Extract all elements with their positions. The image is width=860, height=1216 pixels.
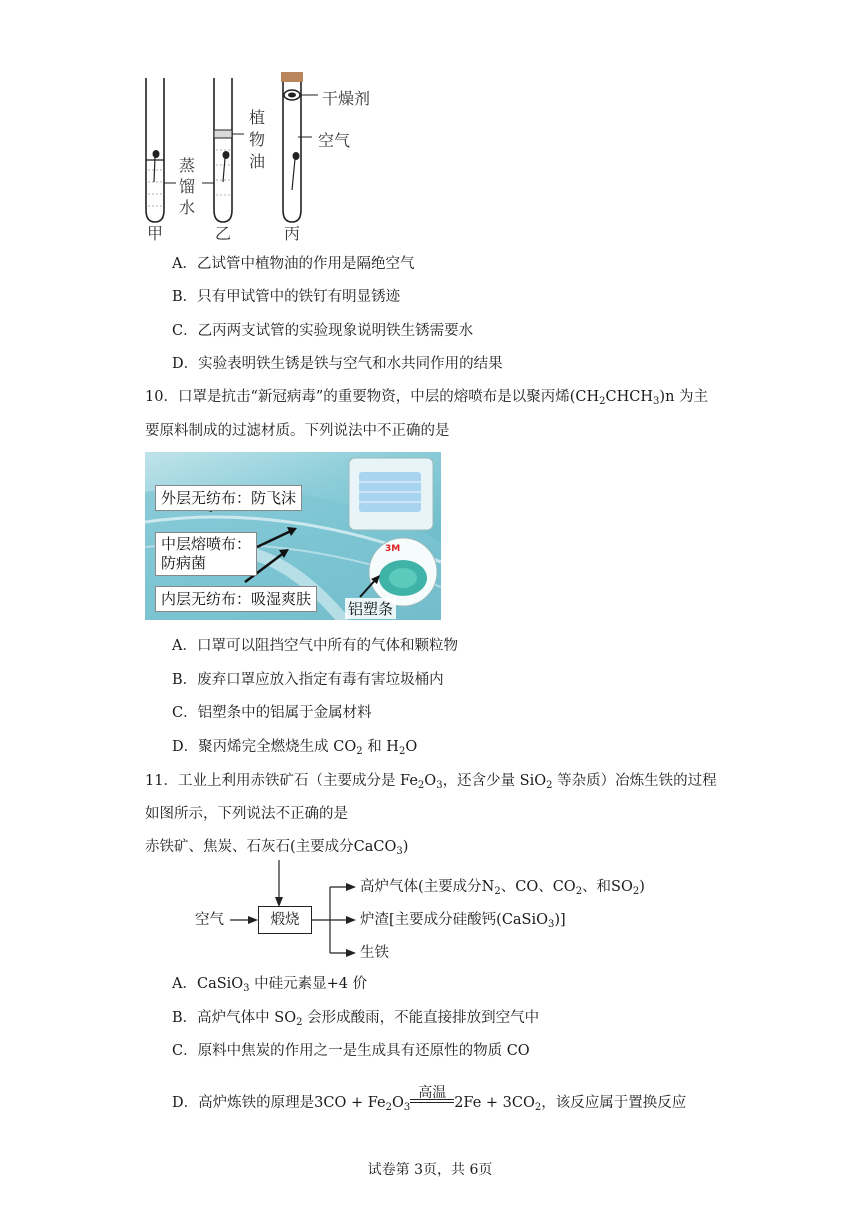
mask-brand-3m: 3M xyxy=(385,544,401,554)
q11-option-b: B．高炉气体中 $SO_2$ 会形成酸雨，不能直接排放到空气中 xyxy=(172,1010,540,1028)
label-distilled-water: 蒸馏水 xyxy=(178,156,195,217)
flow-output-slag: 炉渣[主要成分硅酸钙(CaSiO$_3$)] xyxy=(360,912,566,930)
q11-option-a: A．CaSiO$_3$ 中硅元素显+4 价 xyxy=(172,976,368,994)
flow-output-gas: 高炉气体(主要成分$N_2$、CO、$CO_2$、和$SO_2$) xyxy=(360,879,645,897)
q9-option-b: B．只有甲试管中的铁钉有明显锈迹 xyxy=(172,289,401,305)
q9-option-a: A．乙试管中植物油的作用是隔绝空气 xyxy=(172,256,415,272)
q10-stem-line2: 要原料制成的过滤材质。下列说法中不正确的是 xyxy=(145,423,450,439)
q10-option-c: C．铝塑条中的铝属于金属材料 xyxy=(172,705,372,721)
tube-yi xyxy=(202,78,244,222)
q11-option-d: D．高炉炼铁的原理是$3CO + Fe_2O_3$ 高温 $2Fe + 3CO_2$，该反应属于置换反应 xyxy=(172,1085,687,1113)
tube-label-yi: 乙 xyxy=(215,224,232,243)
page-footer: 试卷第 3页，共 6页 xyxy=(367,1162,493,1178)
mask-label-outer: 外层无纺布：防飞沫 xyxy=(155,485,302,511)
q10-option-d: D．聚丙烯完全燃烧生成 $CO_2$ 和 $H_2O$ xyxy=(172,739,418,757)
flow-air: 空气 xyxy=(195,912,224,928)
mask-label-middle: 中层熔喷布： 防病菌 xyxy=(155,532,257,576)
flow-calcination-box: 煅烧 xyxy=(258,906,312,934)
q11-stem-line2: 如图所示，下列说法不正确的是 xyxy=(145,806,348,822)
q10-stem-line1: 10．口罩是抗击“新冠病毒”的重要物资，中层的熔喷布是以聚丙烯$(CH_2CHCH_3)n$ 为主 xyxy=(145,389,709,407)
q10-option-a: A．口罩可以阻挡空气中所有的气体和颗粒物 xyxy=(172,638,458,654)
label-plant-oil: 植物油 xyxy=(248,108,265,171)
flow-raw-materials: 赤铁矿、焦炭、石灰石(主要成分CaCO$_3$) xyxy=(145,839,409,857)
tube-bing xyxy=(281,72,318,222)
mask-photo xyxy=(145,452,441,620)
q9-option-c: C．乙丙两支试管的实验现象说明铁生锈需要水 xyxy=(172,323,474,339)
q10-option-b: B．废弃口罩应放入指定有毒有害垃圾桶内 xyxy=(172,672,444,688)
tube-label-jia: 甲 xyxy=(147,224,164,243)
tube-jia xyxy=(146,78,176,222)
flow-output-pig-iron: 生铁 xyxy=(360,945,389,961)
mask-label-strip: 铝塑条 xyxy=(345,598,396,619)
label-desiccant: 干燥剂 xyxy=(322,89,371,108)
equation-arrow: 高温 xyxy=(410,1103,454,1107)
equation-left: $3CO + Fe_2O_3$ xyxy=(314,1095,411,1113)
q11-option-c: C．原料中焦炭的作用之一是生成具有还原性的物质 CO xyxy=(172,1043,530,1059)
q11-stem-line1: 11．工业上利用赤铁矿石（主要成分是 $Fe_2O_3$，还含少量 SiO$_2$ 等杂质）冶炼生铁的过程 xyxy=(145,773,717,791)
equation-right: $2Fe + 3CO_2$ xyxy=(454,1095,542,1113)
mask-label-inner: 内层无纺布：吸湿爽肤 xyxy=(155,586,317,612)
tube-label-bing: 丙 xyxy=(284,224,301,243)
label-air: 空气 xyxy=(318,131,351,150)
q9-option-d: D．实验表明铁生锈是铁与空气和水共同作用的结果 xyxy=(172,356,503,372)
